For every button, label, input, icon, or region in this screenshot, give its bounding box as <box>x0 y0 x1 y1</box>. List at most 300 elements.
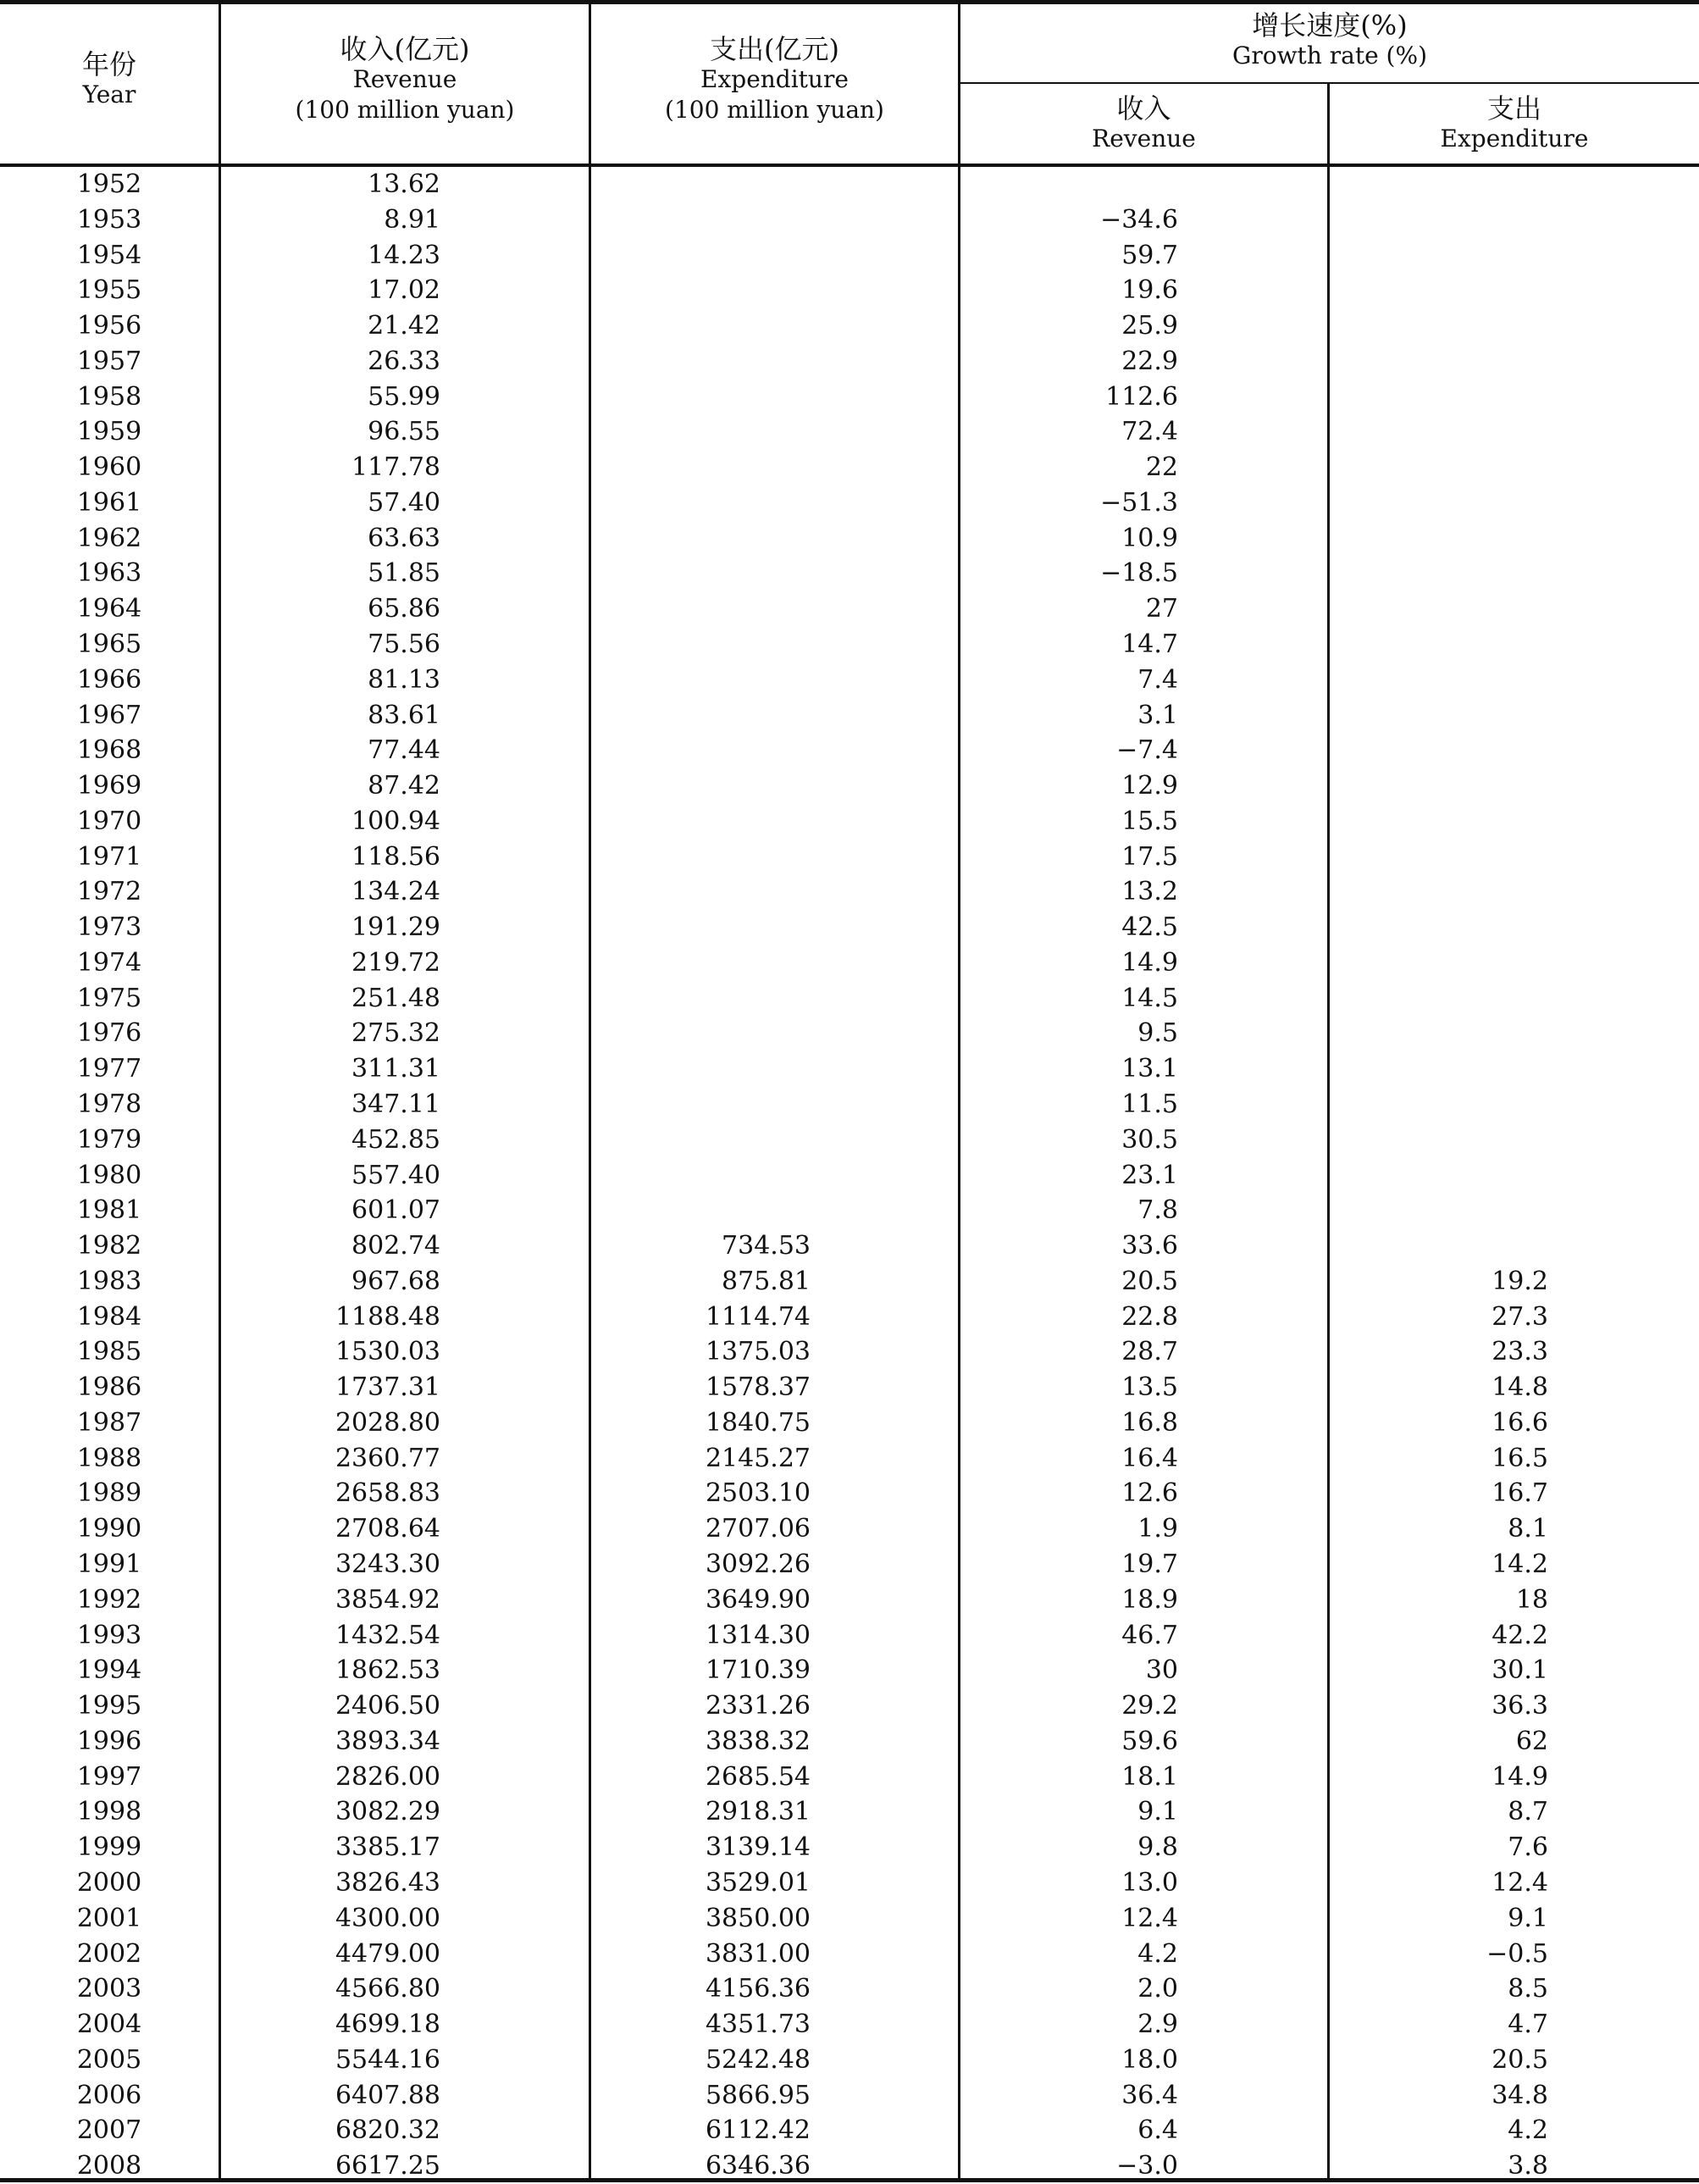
table-row <box>0 840 1699 875</box>
header-revenue-unit: (100 million yuan) <box>295 96 515 124</box>
year-cell: 1981 <box>76 1195 142 1226</box>
revenue-growth-cell: 13.5 <box>1121 1372 1178 1403</box>
revenue-growth-cell: 22 <box>1145 452 1178 483</box>
expenditure-cell: 1710.39 <box>705 1655 811 1686</box>
table-row <box>0 450 1699 485</box>
revenue-growth-cell: 112.6 <box>1105 381 1178 412</box>
expenditure-growth-cell: 8.7 <box>1508 1797 1548 1827</box>
table-row <box>0 1971 1699 2007</box>
expenditure-cell: 5866.95 <box>705 2080 811 2110</box>
expenditure-growth-cell <box>1330 591 1548 627</box>
expenditure-cell <box>593 556 811 591</box>
year-cell: 1989 <box>76 1478 142 1509</box>
revenue-growth-cell: −18.5 <box>1100 558 1178 589</box>
expenditure-growth-cell: 34.8 <box>1491 2080 1548 2110</box>
table-row <box>0 1228 1699 1264</box>
expenditure-cell <box>593 804 811 840</box>
revenue-growth-cell: 15.5 <box>1121 806 1178 836</box>
expenditure-growth-cell: 18 <box>1515 1584 1548 1615</box>
revenue-growth-cell: 42.5 <box>1121 912 1178 943</box>
revenue-growth-cell: 12.6 <box>1121 1478 1178 1509</box>
table-row <box>0 1865 1699 1901</box>
year-cell: 1969 <box>76 771 142 801</box>
year-cell: 1952 <box>76 169 142 199</box>
table-row <box>0 414 1699 450</box>
expenditure-cell: 6346.36 <box>705 2151 811 2181</box>
expenditure-growth-cell: 14.9 <box>1491 1761 1548 1792</box>
expenditure-growth-cell: 14.2 <box>1491 1549 1548 1580</box>
year-cell: 1982 <box>76 1231 142 1261</box>
header-growth-expenditure <box>1330 93 1699 154</box>
table-row <box>0 627 1699 662</box>
expenditure-growth-cell <box>1330 733 1548 768</box>
expenditure-growth-cell <box>1330 521 1548 557</box>
revenue-cell: 17.02 <box>368 275 440 306</box>
table-row <box>0 273 1699 308</box>
expenditure-growth-cell <box>1330 344 1548 380</box>
expenditure-cell <box>593 450 811 485</box>
expenditure-growth-cell: 4.2 <box>1508 2115 1548 2146</box>
revenue-growth-cell: 30.5 <box>1121 1124 1178 1155</box>
revenue-growth-cell: 13.0 <box>1121 1867 1178 1898</box>
year-cell: 1958 <box>76 381 142 412</box>
table-row <box>0 1441 1699 1477</box>
expenditure-growth-cell <box>1330 414 1548 450</box>
revenue-cell: 3893.34 <box>335 1726 440 1756</box>
year-cell: 1963 <box>76 558 142 589</box>
revenue-cell: 118.56 <box>351 841 440 872</box>
table-row <box>0 662 1699 698</box>
revenue-growth-cell: 19.6 <box>1121 275 1178 306</box>
revenue-growth-cell: −51.3 <box>1100 487 1178 518</box>
revenue-growth-cell: 9.8 <box>1137 1832 1178 1863</box>
revenue-growth-cell: 2.9 <box>1137 2009 1178 2040</box>
year-cell: 1994 <box>76 1655 142 1686</box>
revenue-growth-cell: 16.8 <box>1121 1407 1178 1438</box>
header-revenue <box>221 34 589 125</box>
expenditure-growth-cell <box>1330 768 1548 804</box>
year-cell: 1988 <box>76 1443 142 1473</box>
revenue-growth-cell: 16.4 <box>1121 1443 1178 1473</box>
revenue-growth-cell: 25.9 <box>1121 311 1178 341</box>
year-cell: 1953 <box>76 204 142 235</box>
revenue-growth-cell: 17.5 <box>1121 841 1178 872</box>
year-cell: 1991 <box>76 1549 142 1580</box>
expenditure-cell <box>593 591 811 627</box>
revenue-cell: 967.68 <box>351 1266 440 1296</box>
header-revenue-cn: 收入(亿元) <box>340 33 470 65</box>
expenditure-growth-cell <box>1330 698 1548 734</box>
revenue-growth-cell: 30 <box>1145 1655 1178 1686</box>
expenditure-cell: 3649.90 <box>705 1584 811 1615</box>
revenue-cell: 6820.32 <box>335 2115 440 2146</box>
revenue-growth-cell: 33.6 <box>1121 1231 1178 1261</box>
year-cell: 1968 <box>76 735 142 766</box>
revenue-growth-cell: 18.1 <box>1121 1761 1178 1792</box>
expenditure-cell <box>593 308 811 344</box>
revenue-cell: 100.94 <box>351 806 440 836</box>
year-cell: 1987 <box>76 1407 142 1438</box>
revenue-growth-cell: 7.4 <box>1137 664 1178 695</box>
expenditure-growth-cell <box>1330 380 1548 415</box>
revenue-cell: 26.33 <box>368 346 440 376</box>
header-growth-en: Growth rate (%) <box>1231 42 1427 69</box>
year-cell: 1983 <box>76 1266 142 1296</box>
expenditure-cell <box>593 768 811 804</box>
table-row <box>0 1193 1699 1228</box>
header-year-en: Year <box>82 80 136 108</box>
expenditure-cell: 1114.74 <box>705 1301 811 1332</box>
table-row <box>0 1583 1699 1618</box>
table-row <box>0 1016 1699 1051</box>
year-cell: 1978 <box>76 1089 142 1120</box>
table-row <box>0 485 1699 521</box>
year-cell: 1959 <box>76 417 142 447</box>
expenditure-growth-cell: 36.3 <box>1491 1691 1548 1721</box>
expenditure-growth-cell: 16.6 <box>1491 1407 1548 1438</box>
expenditure-cell <box>593 238 811 274</box>
table-row <box>0 1122 1699 1158</box>
expenditure-cell <box>593 273 811 308</box>
year-cell: 2002 <box>76 1938 142 1969</box>
year-cell: 2007 <box>76 2115 142 2146</box>
revenue-cell: 2360.77 <box>335 1443 440 1473</box>
expenditure-cell <box>593 627 811 662</box>
revenue-cell: 1530.03 <box>335 1337 440 1367</box>
revenue-cell: 3385.17 <box>335 1832 440 1863</box>
table-row <box>0 1724 1699 1760</box>
expenditure-cell: 3850.00 <box>705 1903 811 1933</box>
year-cell: 1979 <box>76 1124 142 1155</box>
revenue-growth-cell: 14.5 <box>1121 983 1178 1013</box>
revenue-cell: 452.85 <box>351 1124 440 1155</box>
header-expenditure-unit: (100 million yuan) <box>665 96 884 124</box>
revenue-growth-cell: 9.1 <box>1137 1797 1178 1827</box>
revenue-cell: 4699.18 <box>335 2009 440 2040</box>
revenue-cell: 601.07 <box>351 1195 440 1226</box>
year-cell: 1977 <box>76 1054 142 1084</box>
table-row <box>0 344 1699 380</box>
expenditure-cell: 1578.37 <box>705 1372 811 1403</box>
table-row <box>0 1547 1699 1583</box>
year-cell: 1993 <box>76 1620 142 1650</box>
table-row <box>0 1760 1699 1795</box>
table-row <box>0 1158 1699 1194</box>
revenue-cell: 6407.88 <box>335 2080 440 2110</box>
expenditure-growth-cell: 16.7 <box>1491 1478 1548 1509</box>
revenue-growth-cell: 59.6 <box>1121 1726 1178 1756</box>
expenditure-cell: 1840.75 <box>705 1407 811 1438</box>
year-cell: 2006 <box>76 2080 142 2110</box>
expenditure-growth-cell <box>1330 627 1548 662</box>
header-growth-revenue <box>960 93 1327 154</box>
expenditure-growth-cell <box>1330 202 1548 238</box>
revenue-cell: 3082.29 <box>335 1797 440 1827</box>
expenditure-cell <box>593 910 811 945</box>
revenue-growth-cell: 3.1 <box>1137 700 1178 730</box>
revenue-growth-cell: 6.4 <box>1137 2115 1178 2146</box>
year-cell: 1964 <box>76 594 142 624</box>
year-cell: 1965 <box>76 629 142 659</box>
expenditure-growth-cell: 14.8 <box>1491 1372 1548 1403</box>
year-cell: 1974 <box>76 947 142 978</box>
revenue-growth-cell: 46.7 <box>1121 1620 1178 1650</box>
table-row <box>0 556 1699 591</box>
year-cell: 1996 <box>76 1726 142 1756</box>
table-row <box>0 1370 1699 1405</box>
revenue-cell: 4479.00 <box>335 1938 440 1969</box>
header-expenditure-cn: 支出(亿元) <box>710 33 839 65</box>
revenue-growth-cell: 12.4 <box>1121 1903 1178 1933</box>
expenditure-cell <box>593 1087 811 1122</box>
year-cell: 2005 <box>76 2044 142 2075</box>
expenditure-cell: 875.81 <box>722 1266 811 1296</box>
expenditure-cell <box>593 485 811 521</box>
table-row <box>0 981 1699 1017</box>
table-row <box>0 1901 1699 1937</box>
table-row <box>0 768 1699 804</box>
expenditure-cell <box>593 202 811 238</box>
revenue-cell: 57.40 <box>368 487 440 518</box>
year-cell: 2001 <box>76 1903 142 1933</box>
revenue-cell: 4300.00 <box>335 1903 440 1933</box>
expenditure-cell: 3092.26 <box>705 1549 811 1580</box>
header-expenditure <box>591 34 958 125</box>
year-cell: 2004 <box>76 2009 142 2040</box>
table-row <box>0 1405 1699 1441</box>
revenue-cell: 191.29 <box>351 912 440 943</box>
expenditure-growth-cell <box>1330 450 1548 485</box>
table-row <box>0 2078 1699 2114</box>
expenditure-cell: 3139.14 <box>705 1832 811 1863</box>
year-cell: 1992 <box>76 1584 142 1615</box>
revenue-growth-cell: 14.9 <box>1121 947 1178 978</box>
year-cell: 1954 <box>76 240 142 270</box>
revenue-growth-cell: 23.1 <box>1121 1160 1178 1190</box>
expenditure-cell <box>593 1193 811 1228</box>
year-cell: 1990 <box>76 1514 142 1544</box>
expenditure-cell: 3838.32 <box>705 1726 811 1756</box>
year-cell: 2000 <box>76 1867 142 1898</box>
expenditure-growth-cell <box>1330 945 1548 981</box>
expenditure-cell <box>593 840 811 875</box>
expenditure-cell: 1314.30 <box>705 1620 811 1650</box>
expenditure-growth-cell <box>1330 1158 1548 1194</box>
revenue-cell: 51.85 <box>368 558 440 589</box>
revenue-growth-cell: 9.5 <box>1137 1018 1178 1049</box>
expenditure-growth-cell: 27.3 <box>1491 1301 1548 1332</box>
header-growth-revenue-cn: 收入 <box>1116 92 1171 125</box>
year-cell: 1956 <box>76 311 142 341</box>
expenditure-cell: 2331.26 <box>705 1691 811 1721</box>
expenditure-cell: 3529.01 <box>705 1867 811 1898</box>
table-row <box>0 521 1699 557</box>
expenditure-growth-cell: −0.5 <box>1486 1938 1548 1969</box>
table-row <box>0 1334 1699 1370</box>
expenditure-cell <box>593 1051 811 1087</box>
year-cell: 1970 <box>76 806 142 836</box>
revenue-cell: 2028.80 <box>335 1407 440 1438</box>
expenditure-growth-cell <box>1330 556 1548 591</box>
expenditure-cell: 4351.73 <box>705 2009 811 2040</box>
year-cell: 1999 <box>76 1832 142 1863</box>
expenditure-cell <box>593 733 811 768</box>
table-row <box>0 591 1699 627</box>
expenditure-growth-cell <box>1330 1228 1548 1264</box>
expenditure-cell: 5242.48 <box>705 2044 811 2075</box>
expenditure-growth-cell <box>1330 1051 1548 1087</box>
header-growth <box>960 10 1699 71</box>
table-row <box>0 167 1699 202</box>
table-row <box>0 308 1699 344</box>
year-cell: 1955 <box>76 275 142 306</box>
revenue-cell: 13.62 <box>368 169 440 199</box>
expenditure-cell <box>593 662 811 698</box>
header-year-cn: 年份 <box>81 48 136 80</box>
revenue-cell: 134.24 <box>351 877 440 907</box>
revenue-cell: 1188.48 <box>335 1301 440 1332</box>
expenditure-growth-cell <box>1330 1016 1548 1051</box>
expenditure-cell: 2918.31 <box>705 1797 811 1827</box>
revenue-growth-cell: 59.7 <box>1121 240 1178 270</box>
revenue-growth-cell: 29.2 <box>1121 1691 1178 1721</box>
expenditure-cell: 2503.10 <box>705 1478 811 1509</box>
expenditure-growth-cell: 42.2 <box>1491 1620 1548 1650</box>
header-growth-expenditure-cn: 支出 <box>1486 92 1541 125</box>
revenue-cell: 2658.83 <box>335 1478 440 1509</box>
year-cell: 1971 <box>76 841 142 872</box>
table-row <box>0 874 1699 910</box>
revenue-cell: 96.55 <box>368 417 440 447</box>
year-cell: 1960 <box>76 452 142 483</box>
expenditure-cell <box>593 698 811 734</box>
year-cell: 1980 <box>76 1160 142 1190</box>
header-growth-cn: 增长速度(%) <box>1252 9 1408 42</box>
revenue-cell: 1432.54 <box>335 1620 440 1650</box>
revenue-growth-cell: 13.2 <box>1121 877 1178 907</box>
expenditure-growth-cell: 16.5 <box>1491 1443 1548 1473</box>
expenditure-cell: 2707.06 <box>705 1514 811 1544</box>
expenditure-cell <box>593 981 811 1017</box>
revenue-growth-cell: 22.9 <box>1121 346 1178 376</box>
table-row <box>0 1830 1699 1865</box>
revenue-cell: 2826.00 <box>335 1761 440 1792</box>
revenue-cell: 55.99 <box>368 381 440 412</box>
revenue-growth-cell: 14.7 <box>1121 629 1178 659</box>
revenue-cell: 14.23 <box>368 240 440 270</box>
expenditure-growth-cell: 3.8 <box>1508 2151 1548 2181</box>
table-row <box>0 2043 1699 2078</box>
revenue-growth-cell: 1.9 <box>1137 1514 1178 1544</box>
header-growth-expenditure-en: Expenditure <box>1440 125 1589 152</box>
revenue-growth-cell: 22.8 <box>1121 1301 1178 1332</box>
table-row <box>0 202 1699 238</box>
expenditure-cell <box>593 1122 811 1158</box>
revenue-cell: 83.61 <box>368 700 440 730</box>
revenue-cell: 347.11 <box>351 1089 440 1120</box>
expenditure-growth-cell <box>1330 840 1548 875</box>
revenue-cell: 1862.53 <box>335 1655 440 1686</box>
revenue-cell: 3854.92 <box>335 1584 440 1615</box>
table-row <box>0 804 1699 840</box>
revenue-cell: 4566.80 <box>335 1974 440 2004</box>
revenue-growth-cell: 20.5 <box>1121 1266 1178 1296</box>
year-cell: 1976 <box>76 1018 142 1049</box>
table-row <box>0 910 1699 945</box>
year-cell: 1997 <box>76 1761 142 1792</box>
revenue-cell: 3243.30 <box>335 1549 440 1580</box>
revenue-growth-cell: −7.4 <box>1116 735 1178 766</box>
expenditure-growth-cell: 7.6 <box>1508 1832 1548 1863</box>
header-expenditure-en: Expenditure <box>700 65 849 93</box>
expenditure-cell <box>593 380 811 415</box>
table-row <box>0 698 1699 734</box>
table-row <box>0 2113 1699 2148</box>
expenditure-growth-cell: 4.7 <box>1508 2009 1548 2040</box>
revenue-cell: 87.42 <box>368 771 440 801</box>
revenue-cell: 8.91 <box>384 204 440 235</box>
expenditure-growth-cell: 30.1 <box>1491 1655 1548 1686</box>
expenditure-growth-cell <box>1330 167 1548 202</box>
table-row <box>0 380 1699 415</box>
revenue-cell: 117.78 <box>351 452 440 483</box>
revenue-cell: 251.48 <box>351 983 440 1013</box>
year-cell: 1984 <box>76 1301 142 1332</box>
table-row <box>0 1051 1699 1087</box>
expenditure-growth-cell: 62 <box>1515 1726 1548 1756</box>
expenditure-cell: 4156.36 <box>705 1974 811 2004</box>
revenue-growth-cell: 13.1 <box>1121 1054 1178 1084</box>
expenditure-cell <box>593 1016 811 1051</box>
expenditure-growth-cell <box>1330 238 1548 274</box>
table-row <box>0 1511 1699 1547</box>
revenue-cell: 75.56 <box>368 629 440 659</box>
expenditure-cell <box>593 167 811 202</box>
year-cell: 1973 <box>76 912 142 943</box>
table-row <box>0 1794 1699 1830</box>
revenue-growth-cell: 36.4 <box>1121 2080 1178 2110</box>
expenditure-cell <box>593 414 811 450</box>
expenditure-growth-cell: 12.4 <box>1491 1867 1548 1898</box>
revenue-growth-cell: 2.0 <box>1137 1974 1178 2004</box>
table-row <box>0 238 1699 274</box>
year-cell: 1998 <box>76 1797 142 1827</box>
year-cell: 1957 <box>76 346 142 376</box>
expenditure-growth-cell <box>1330 804 1548 840</box>
year-cell: 1985 <box>76 1337 142 1367</box>
expenditure-cell: 2685.54 <box>705 1761 811 1792</box>
year-cell: 1962 <box>76 523 142 553</box>
table-row <box>0 1653 1699 1688</box>
expenditure-growth-cell <box>1330 910 1548 945</box>
table-row <box>0 1937 1699 1972</box>
revenue-cell: 5544.16 <box>335 2044 440 2075</box>
expenditure-growth-cell <box>1330 485 1548 521</box>
revenue-growth-cell: 72.4 <box>1121 417 1178 447</box>
revenue-cell: 2708.64 <box>335 1514 440 1544</box>
revenue-growth-cell: 7.8 <box>1137 1195 1178 1226</box>
year-cell: 1961 <box>76 487 142 518</box>
header-growth-revenue-en: Revenue <box>1092 125 1196 152</box>
revenue-cell: 275.32 <box>351 1018 440 1049</box>
revenue-cell: 802.74 <box>351 1231 440 1261</box>
table-row <box>0 1087 1699 1122</box>
revenue-growth-cell: 18.0 <box>1121 2044 1178 2075</box>
expenditure-growth-cell <box>1330 662 1548 698</box>
year-cell: 1975 <box>76 983 142 1013</box>
year-cell: 1966 <box>76 664 142 695</box>
revenue-cell: 21.42 <box>368 311 440 341</box>
